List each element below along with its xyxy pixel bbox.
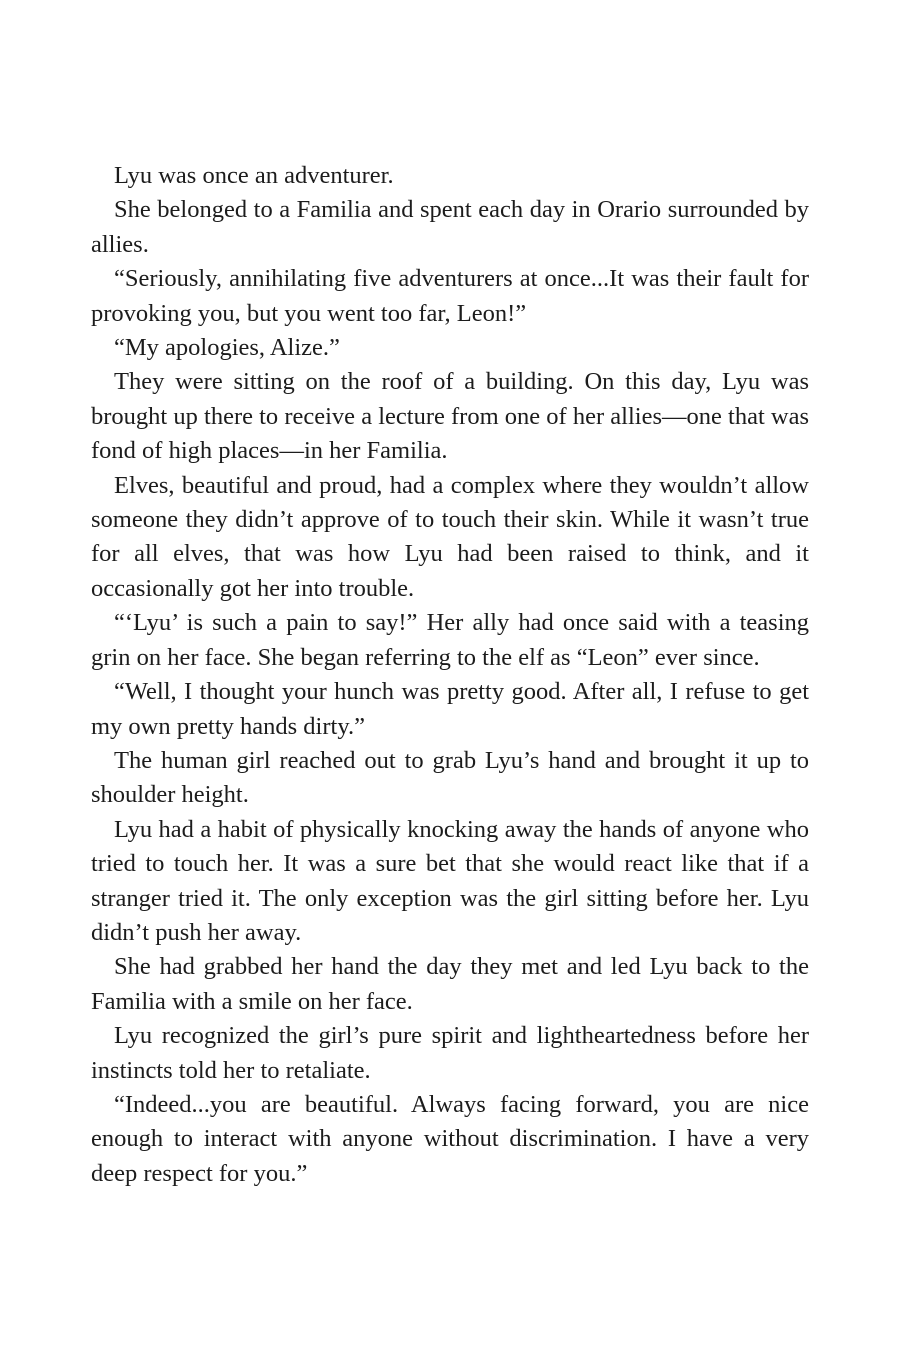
paragraph: The human girl reached out to grab Lyu’s hand and brought it up to shoulder height. — [91, 746, 809, 809]
book-page-text — [91, 159, 809, 1191]
paragraph: “Seriously, annihilating five adventurers at once...It was their fault for provoking you, but you went too far, Leon!” — [91, 265, 809, 327]
paragraph: She had grabbed her hand the day they met and led Lyu back to the Familia with a smile on her face. — [91, 953, 809, 1015]
paragraph: “‘Lyu’ is such a pain to say!” Her ally had once said with a teasing grin on her face. She began referring to the elf as “Leon” ever since. — [91, 609, 809, 671]
paragraph: Lyu was once an adventurer. — [114, 162, 394, 189]
paragraph: They were sitting on the roof of a building. On this day, Lyu was brought up there to receive a lecture from one of her allies—one that was fond of high places—in her Familia. — [91, 368, 809, 465]
paragraph: Elves, beautiful and proud, had a complex where they wouldn’t allow someone they didn’t approve of to touch their skin. While it wasn’t true for all elves, that was how Lyu had been raised to think, and it occasionally got her into trouble. — [91, 471, 809, 602]
paragraph: Lyu recognized the girl’s pure spirit and lightheartedness before her instincts told her to retaliate. — [91, 1022, 809, 1084]
paragraph: She belonged to a Familia and spent each day in Orario surrounded by allies. — [91, 196, 809, 258]
paragraph: “My apologies, Alize.” — [114, 334, 340, 362]
paragraph: “Indeed...you are beautiful. Always facing forward, you are nice enough to interact with anyone without discrimination. I have a very deep respect for you.” — [91, 1090, 809, 1187]
paragraph: “Well, I thought your hunch was pretty good. After all, I refuse to get my own pretty hands dirty.” — [91, 678, 809, 740]
paragraph: Lyu had a habit of physically knocking away the hands of anyone who tried to touch her. It was a sure bet that she would react like that if a stranger tried it. The only exception was the girl sitting before her. Lyu didn’t push her away. — [91, 815, 809, 946]
